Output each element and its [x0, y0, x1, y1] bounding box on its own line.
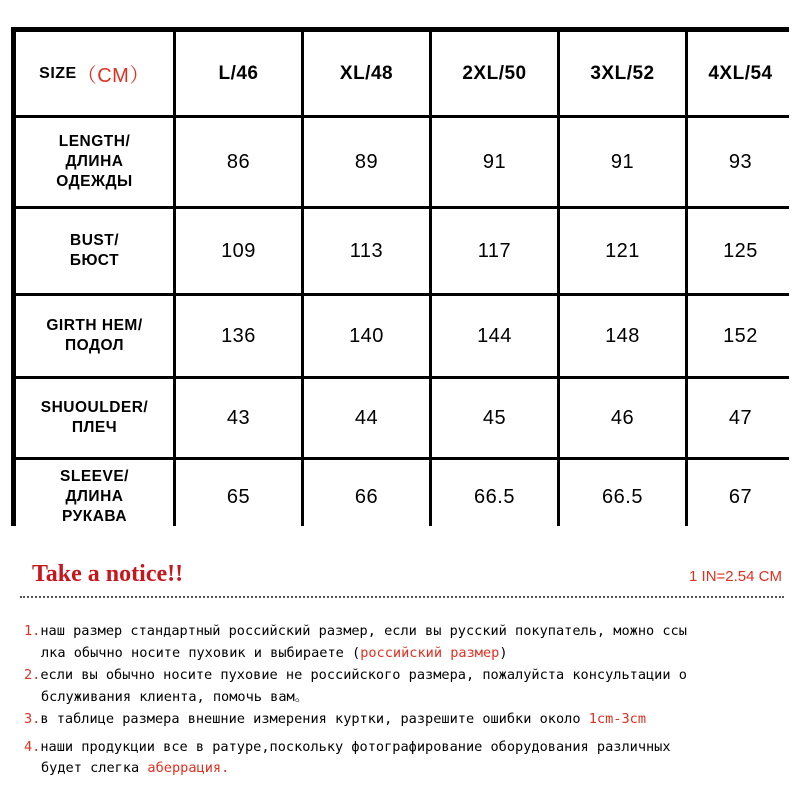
row-label-line: SLEEVE/ [60, 468, 129, 485]
row-label-sleeve [16, 460, 173, 534]
table-cell: 117 [432, 209, 557, 293]
size-header: 4XL/54 [688, 32, 793, 115]
table-cell: 86 [176, 118, 301, 206]
note-item [24, 709, 784, 731]
row-label-line: БЮСТ [69, 252, 120, 269]
table-cell: 67 [688, 460, 793, 534]
row-label-line: РУКАВА [61, 508, 128, 525]
row-label-line: SHUOULDER/ [40, 399, 149, 416]
table-cell: 46 [560, 379, 685, 457]
note-text: ) [499, 644, 508, 661]
table-cell: 109 [176, 209, 301, 293]
table-cell: 93 [688, 118, 793, 206]
row-label-line: ДЛИНА [65, 488, 124, 505]
note-text: наш размер стандартный российский размер, если вы русский покупатель, можно ссы [40, 623, 687, 639]
row-label-line: LENGTH/ [58, 133, 131, 150]
table-cell: 66.5 [432, 460, 557, 534]
row-label-girth-hem [16, 296, 173, 376]
row-label-shoulder [16, 379, 173, 457]
row-label-line: ПЛЕЧ [71, 419, 118, 436]
table-cell: 113 [304, 209, 429, 293]
row-label-line: GIRTH HEM/ [46, 317, 143, 334]
note-text: будет слегка [41, 760, 148, 776]
row-label-line: ОДЕЖДЫ [56, 173, 133, 190]
size-header: L/46 [176, 32, 301, 115]
table-cell: 91 [560, 118, 685, 206]
note-text: если вы обычно носите пуховие не российского размера, пожалуйста консультации о [40, 667, 687, 683]
note-number: 3. [24, 711, 41, 727]
note-item [24, 621, 784, 664]
size-unit: （CM） [76, 65, 150, 87]
table-cell: 65 [176, 460, 301, 534]
table-cell: 125 [688, 209, 793, 293]
table-cell: 66 [304, 460, 429, 534]
notice-title: Take a notice!! [32, 561, 184, 587]
note-number: 2. [24, 667, 41, 683]
table-cell: 66.5 [560, 460, 685, 534]
table-cell: 136 [176, 296, 301, 376]
row-label-line: ПОДОЛ [64, 337, 125, 354]
size-label: SIZE [39, 64, 77, 82]
note-text: наши продукции все в ратуре,поскольку фотографирование оборудования различных [40, 738, 671, 755]
table-cell: 121 [560, 209, 685, 293]
notes-list [24, 621, 784, 781]
table-cell: 47 [688, 379, 793, 457]
note-number: 4. [24, 738, 41, 755]
size-header: XL/48 [304, 32, 429, 115]
row-label-line: ДЛИНА [65, 153, 124, 170]
row-label-bust [16, 209, 173, 293]
inch-cm-conversion: 1 IN=2.54 CM [689, 568, 782, 585]
note-highlight: аберрация. [147, 760, 230, 776]
note-highlight: 1cm-3cm [588, 711, 647, 727]
table-cell: 89 [304, 118, 429, 206]
row-label-length [16, 118, 173, 206]
note-number: 1. [24, 623, 41, 639]
note-item [24, 665, 784, 708]
note-text: в таблице размера внешние измерения куртки, разрешите ошибки около [40, 711, 589, 727]
size-header: 3XL/52 [560, 32, 685, 115]
table-cell: 148 [560, 296, 685, 376]
table-cell: 45 [432, 379, 557, 457]
table-cell: 91 [432, 118, 557, 206]
size-header: 2XL/50 [432, 32, 557, 115]
table-cell: 140 [304, 296, 429, 376]
table-cell: 144 [432, 296, 557, 376]
note-text: бслуживания клиента, помочь вам。 [41, 688, 309, 705]
table-cell: 152 [688, 296, 793, 376]
dotted-divider [20, 596, 784, 598]
size-chart-table [11, 27, 789, 526]
size-header-cell [16, 32, 173, 115]
note-text: лка обычно носите пуховик и выбираете ( [41, 644, 361, 661]
table-cell: 43 [176, 379, 301, 457]
note-item [24, 737, 784, 780]
note-highlight: российский размер [360, 644, 500, 661]
table-cell: 44 [304, 379, 429, 457]
row-label-line: BUST/ [70, 232, 119, 249]
